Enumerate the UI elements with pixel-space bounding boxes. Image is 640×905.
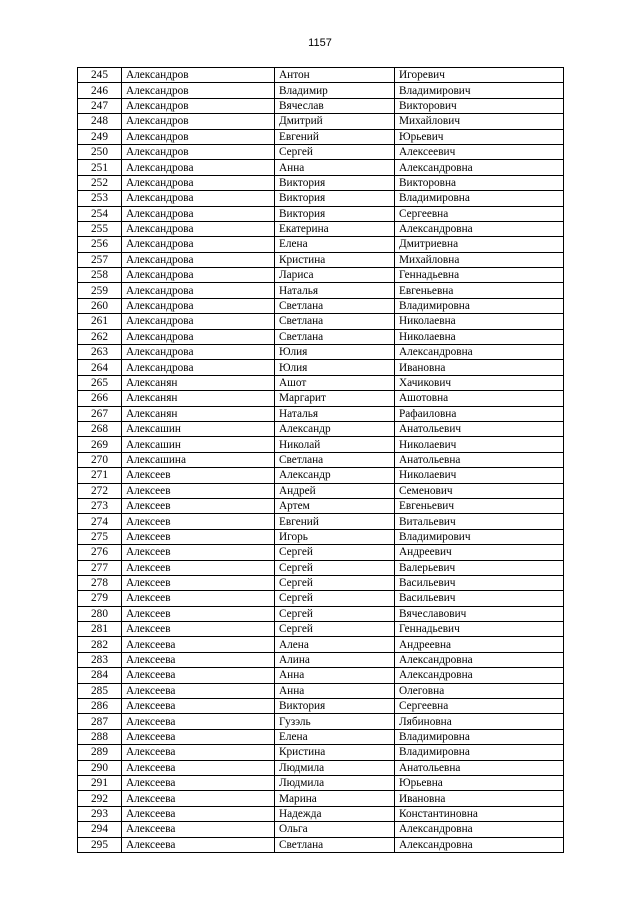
first-name-cell: Владимир: [275, 83, 395, 98]
first-name-cell: Сергей: [275, 560, 395, 575]
row-number-cell: 256: [78, 237, 122, 252]
patronymic-cell: Дмитриевна: [395, 237, 564, 252]
first-name-cell: Ольга: [275, 822, 395, 837]
first-name-cell: Людмила: [275, 760, 395, 775]
patronymic-cell: Николаевич: [395, 468, 564, 483]
last-name-cell: Алексеев: [122, 529, 275, 544]
row-number-cell: 273: [78, 498, 122, 513]
first-name-cell: Наталья: [275, 406, 395, 421]
last-name-cell: Алексеев: [122, 545, 275, 560]
row-number-cell: 261: [78, 314, 122, 329]
table-row: [78, 791, 564, 806]
first-name-cell: Анна: [275, 160, 395, 175]
table-row: [78, 683, 564, 698]
roster-table: [77, 67, 564, 853]
last-name-cell: Алексеева: [122, 791, 275, 806]
table-row: [78, 345, 564, 360]
table-row: [78, 221, 564, 236]
table-row: [78, 421, 564, 436]
patronymic-cell: Юрьевич: [395, 129, 564, 144]
patronymic-cell: Вячеславович: [395, 606, 564, 621]
last-name-cell: Алексеев: [122, 468, 275, 483]
table-row: [78, 498, 564, 513]
patronymic-cell: Васильевич: [395, 591, 564, 606]
patronymic-cell: Михайловна: [395, 252, 564, 267]
table-row: [78, 652, 564, 667]
row-number-cell: 281: [78, 622, 122, 637]
table-row: [78, 745, 564, 760]
first-name-cell: Светлана: [275, 837, 395, 852]
table-row: [78, 637, 564, 652]
table-row: [78, 560, 564, 575]
patronymic-cell: Витальевич: [395, 514, 564, 529]
last-name-cell: Алексеева: [122, 837, 275, 852]
row-number-cell: 262: [78, 329, 122, 344]
patronymic-cell: Владимировна: [395, 191, 564, 206]
row-number-cell: 266: [78, 391, 122, 406]
patronymic-cell: Сергеевна: [395, 699, 564, 714]
first-name-cell: Надежда: [275, 806, 395, 821]
patronymic-cell: Лябиновна: [395, 714, 564, 729]
first-name-cell: Антон: [275, 68, 395, 83]
last-name-cell: Александрова: [122, 283, 275, 298]
patronymic-cell: Николаевич: [395, 437, 564, 452]
table-row: [78, 606, 564, 621]
row-number-cell: 283: [78, 652, 122, 667]
row-number-cell: 253: [78, 191, 122, 206]
table-row: [78, 406, 564, 421]
first-name-cell: Виктория: [275, 699, 395, 714]
patronymic-cell: Владимирович: [395, 83, 564, 98]
table-row: [78, 575, 564, 590]
table-row: [78, 545, 564, 560]
last-name-cell: Александров: [122, 114, 275, 129]
last-name-cell: Александров: [122, 144, 275, 159]
patronymic-cell: Викторовна: [395, 175, 564, 190]
table-row: [78, 529, 564, 544]
row-number-cell: 263: [78, 345, 122, 360]
table-row: [78, 452, 564, 467]
first-name-cell: Анна: [275, 683, 395, 698]
patronymic-cell: Ашотовна: [395, 391, 564, 406]
last-name-cell: Александрова: [122, 345, 275, 360]
patronymic-cell: Владимировна: [395, 298, 564, 313]
first-name-cell: Виктория: [275, 206, 395, 221]
table-row: [78, 191, 564, 206]
row-number-cell: 257: [78, 252, 122, 267]
patronymic-cell: Николаевна: [395, 329, 564, 344]
table-row: [78, 329, 564, 344]
row-number-cell: 247: [78, 98, 122, 113]
first-name-cell: Андрей: [275, 483, 395, 498]
first-name-cell: Евгений: [275, 129, 395, 144]
last-name-cell: Алексеева: [122, 760, 275, 775]
row-number-cell: 252: [78, 175, 122, 190]
row-number-cell: 282: [78, 637, 122, 652]
patronymic-cell: Васильевич: [395, 575, 564, 590]
row-number-cell: 251: [78, 160, 122, 175]
row-number-cell: 294: [78, 822, 122, 837]
first-name-cell: Алена: [275, 637, 395, 652]
patronymic-cell: Александровна: [395, 837, 564, 852]
table-row: [78, 775, 564, 790]
table-row: [78, 314, 564, 329]
last-name-cell: Алексанян: [122, 375, 275, 390]
patronymic-cell: Евгеньевна: [395, 283, 564, 298]
patronymic-cell: Александровна: [395, 345, 564, 360]
first-name-cell: Сергей: [275, 545, 395, 560]
first-name-cell: Светлана: [275, 298, 395, 313]
last-name-cell: Александрова: [122, 360, 275, 375]
patronymic-cell: Николаевна: [395, 314, 564, 329]
patronymic-cell: Рафаиловна: [395, 406, 564, 421]
patronymic-cell: Владимировна: [395, 729, 564, 744]
row-number-cell: 270: [78, 452, 122, 467]
first-name-cell: Сергей: [275, 575, 395, 590]
table-row: [78, 160, 564, 175]
row-number-cell: 277: [78, 560, 122, 575]
first-name-cell: Юлия: [275, 345, 395, 360]
row-number-cell: 269: [78, 437, 122, 452]
table-row: [78, 114, 564, 129]
last-name-cell: Александрова: [122, 329, 275, 344]
patronymic-cell: Андреевна: [395, 637, 564, 652]
first-name-cell: Александр: [275, 421, 395, 436]
last-name-cell: Алексеев: [122, 591, 275, 606]
last-name-cell: Алексеева: [122, 699, 275, 714]
patronymic-cell: Юрьевна: [395, 775, 564, 790]
first-name-cell: Игорь: [275, 529, 395, 544]
last-name-cell: Александрова: [122, 160, 275, 175]
first-name-cell: Сергей: [275, 622, 395, 637]
first-name-cell: Сергей: [275, 606, 395, 621]
table-row: [78, 714, 564, 729]
first-name-cell: Светлана: [275, 452, 395, 467]
patronymic-cell: Андреевич: [395, 545, 564, 560]
row-number-cell: 249: [78, 129, 122, 144]
table-row: [78, 468, 564, 483]
patronymic-cell: Викторович: [395, 98, 564, 113]
table-row: [78, 483, 564, 498]
first-name-cell: Светлана: [275, 314, 395, 329]
roster-body: [78, 68, 564, 853]
table-row: [78, 668, 564, 683]
table-row: [78, 283, 564, 298]
last-name-cell: Александрова: [122, 298, 275, 313]
table-row: [78, 129, 564, 144]
first-name-cell: Кристина: [275, 745, 395, 760]
first-name-cell: Алина: [275, 652, 395, 667]
first-name-cell: Анна: [275, 668, 395, 683]
last-name-cell: Алексеева: [122, 683, 275, 698]
last-name-cell: Алексашин: [122, 421, 275, 436]
row-number-cell: 268: [78, 421, 122, 436]
first-name-cell: Маргарит: [275, 391, 395, 406]
row-number-cell: 287: [78, 714, 122, 729]
table-row: [78, 252, 564, 267]
patronymic-cell: Ивановна: [395, 791, 564, 806]
row-number-cell: 254: [78, 206, 122, 221]
table-row: [78, 622, 564, 637]
last-name-cell: Алексеева: [122, 822, 275, 837]
row-number-cell: 260: [78, 298, 122, 313]
table-row: [78, 514, 564, 529]
first-name-cell: Наталья: [275, 283, 395, 298]
last-name-cell: Алексеев: [122, 606, 275, 621]
row-number-cell: 290: [78, 760, 122, 775]
table-row: [78, 298, 564, 313]
last-name-cell: Алексеева: [122, 729, 275, 744]
last-name-cell: Алексанян: [122, 391, 275, 406]
table-row: [78, 68, 564, 83]
first-name-cell: Гузэль: [275, 714, 395, 729]
row-number-cell: 278: [78, 575, 122, 590]
patronymic-cell: Анатольевич: [395, 421, 564, 436]
row-number-cell: 275: [78, 529, 122, 544]
row-number-cell: 265: [78, 375, 122, 390]
row-number-cell: 295: [78, 837, 122, 852]
first-name-cell: Артем: [275, 498, 395, 513]
page-number: 1157: [308, 37, 332, 49]
first-name-cell: Екатерина: [275, 221, 395, 236]
row-number-cell: 271: [78, 468, 122, 483]
row-number-cell: 245: [78, 68, 122, 83]
table-row: [78, 144, 564, 159]
patronymic-cell: Валерьевич: [395, 560, 564, 575]
last-name-cell: Алексеева: [122, 637, 275, 652]
table-row: [78, 237, 564, 252]
first-name-cell: Елена: [275, 729, 395, 744]
table-row: [78, 83, 564, 98]
last-name-cell: Александров: [122, 129, 275, 144]
patronymic-cell: Ивановна: [395, 360, 564, 375]
patronymic-cell: Алексеевич: [395, 144, 564, 159]
row-number-cell: 291: [78, 775, 122, 790]
last-name-cell: Александрова: [122, 314, 275, 329]
patronymic-cell: Владимирович: [395, 529, 564, 544]
row-number-cell: 267: [78, 406, 122, 421]
row-number-cell: 293: [78, 806, 122, 821]
last-name-cell: Александров: [122, 98, 275, 113]
first-name-cell: Кристина: [275, 252, 395, 267]
table-row: [78, 837, 564, 852]
last-name-cell: Александрова: [122, 206, 275, 221]
first-name-cell: Марина: [275, 791, 395, 806]
row-number-cell: 255: [78, 221, 122, 236]
row-number-cell: 272: [78, 483, 122, 498]
first-name-cell: Елена: [275, 237, 395, 252]
row-number-cell: 292: [78, 791, 122, 806]
last-name-cell: Алексеев: [122, 575, 275, 590]
last-name-cell: Алексеев: [122, 560, 275, 575]
table-row: [78, 699, 564, 714]
first-name-cell: Виктория: [275, 175, 395, 190]
row-number-cell: 246: [78, 83, 122, 98]
last-name-cell: Алексеева: [122, 668, 275, 683]
row-number-cell: 280: [78, 606, 122, 621]
patronymic-cell: Александровна: [395, 221, 564, 236]
row-number-cell: 285: [78, 683, 122, 698]
first-name-cell: Ашот: [275, 375, 395, 390]
table-row: [78, 591, 564, 606]
last-name-cell: Алексеев: [122, 483, 275, 498]
table-row: [78, 760, 564, 775]
last-name-cell: Алексеева: [122, 775, 275, 790]
patronymic-cell: Семенович: [395, 483, 564, 498]
row-number-cell: 264: [78, 360, 122, 375]
row-number-cell: 258: [78, 268, 122, 283]
row-number-cell: 279: [78, 591, 122, 606]
patronymic-cell: Константиновна: [395, 806, 564, 821]
first-name-cell: Сергей: [275, 144, 395, 159]
table-row: [78, 206, 564, 221]
row-number-cell: 274: [78, 514, 122, 529]
patronymic-cell: Михайлович: [395, 114, 564, 129]
last-name-cell: Алексеева: [122, 745, 275, 760]
first-name-cell: Евгений: [275, 514, 395, 529]
patronymic-cell: Анатольевна: [395, 760, 564, 775]
last-name-cell: Алексеев: [122, 622, 275, 637]
patronymic-cell: Александровна: [395, 160, 564, 175]
table-row: [78, 822, 564, 837]
first-name-cell: Николай: [275, 437, 395, 452]
last-name-cell: Александрова: [122, 268, 275, 283]
table-row: [78, 268, 564, 283]
row-number-cell: 259: [78, 283, 122, 298]
first-name-cell: Виктория: [275, 191, 395, 206]
patronymic-cell: Анатольевна: [395, 452, 564, 467]
row-number-cell: 288: [78, 729, 122, 744]
last-name-cell: Алексашин: [122, 437, 275, 452]
last-name-cell: Александрова: [122, 221, 275, 236]
last-name-cell: Алексеева: [122, 652, 275, 667]
table-row: [78, 437, 564, 452]
first-name-cell: Юлия: [275, 360, 395, 375]
row-number-cell: 250: [78, 144, 122, 159]
patronymic-cell: Александровна: [395, 652, 564, 667]
last-name-cell: Александров: [122, 68, 275, 83]
first-name-cell: Дмитрий: [275, 114, 395, 129]
table-row: [78, 360, 564, 375]
patronymic-cell: Александровна: [395, 668, 564, 683]
first-name-cell: Вячеслав: [275, 98, 395, 113]
last-name-cell: Алексеева: [122, 806, 275, 821]
table-row: [78, 98, 564, 113]
patronymic-cell: Геннадьевна: [395, 268, 564, 283]
last-name-cell: Алексеев: [122, 514, 275, 529]
row-number-cell: 289: [78, 745, 122, 760]
last-name-cell: Алексашина: [122, 452, 275, 467]
patronymic-cell: Хачикович: [395, 375, 564, 390]
last-name-cell: Алексанян: [122, 406, 275, 421]
row-number-cell: 276: [78, 545, 122, 560]
patronymic-cell: Игоревич: [395, 68, 564, 83]
first-name-cell: Лариса: [275, 268, 395, 283]
last-name-cell: Алексеева: [122, 714, 275, 729]
first-name-cell: Светлана: [275, 329, 395, 344]
table-row: [78, 391, 564, 406]
first-name-cell: Людмила: [275, 775, 395, 790]
last-name-cell: Александрова: [122, 237, 275, 252]
row-number-cell: 284: [78, 668, 122, 683]
row-number-cell: 248: [78, 114, 122, 129]
last-name-cell: Александрова: [122, 252, 275, 267]
patronymic-cell: Владимировна: [395, 745, 564, 760]
table-row: [78, 175, 564, 190]
patronymic-cell: Александровна: [395, 822, 564, 837]
patronymic-cell: Геннадьевич: [395, 622, 564, 637]
table-row: [78, 375, 564, 390]
table-row: [78, 806, 564, 821]
first-name-cell: Сергей: [275, 591, 395, 606]
last-name-cell: Александрова: [122, 191, 275, 206]
patronymic-cell: Сергеевна: [395, 206, 564, 221]
patronymic-cell: Олеговна: [395, 683, 564, 698]
last-name-cell: Александров: [122, 83, 275, 98]
last-name-cell: Александрова: [122, 175, 275, 190]
first-name-cell: Александр: [275, 468, 395, 483]
row-number-cell: 286: [78, 699, 122, 714]
patronymic-cell: Евгеньевич: [395, 498, 564, 513]
last-name-cell: Алексеев: [122, 498, 275, 513]
table-row: [78, 729, 564, 744]
